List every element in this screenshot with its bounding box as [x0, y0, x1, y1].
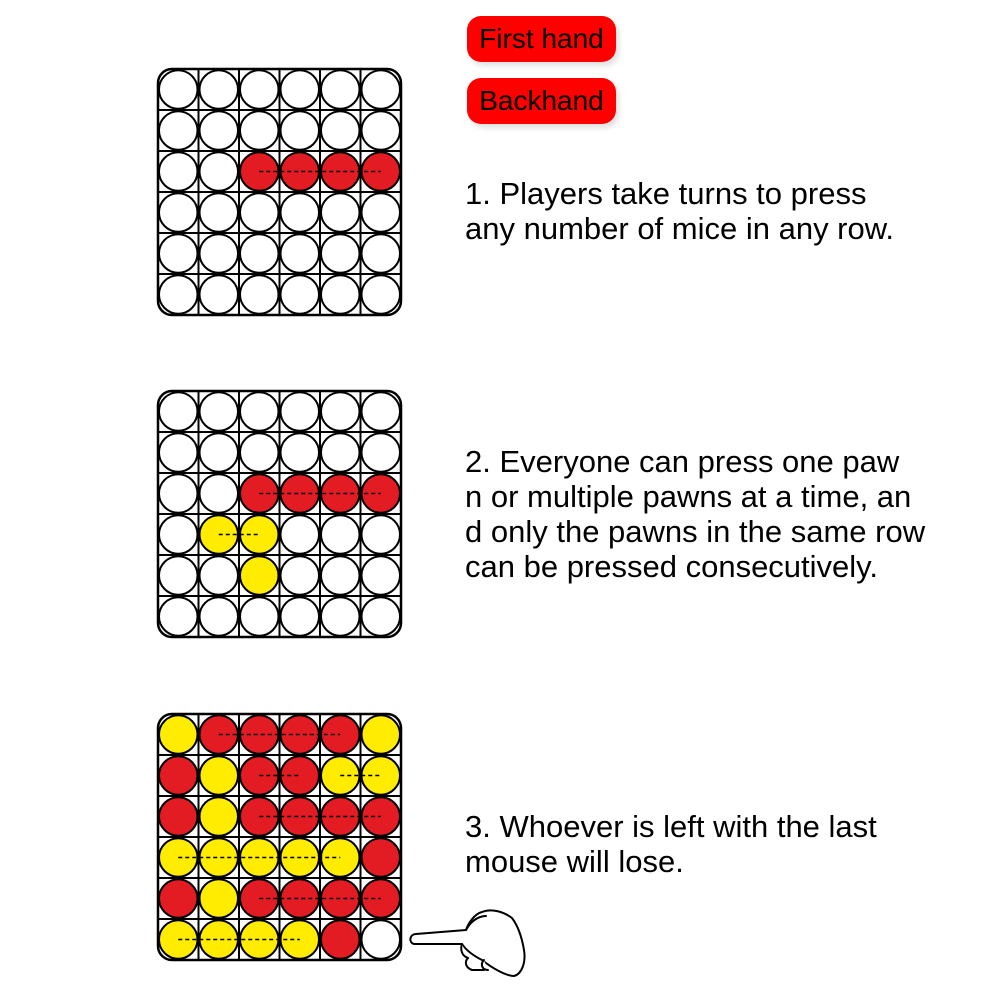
game-board-1 — [156, 67, 403, 317]
pawn-white — [240, 70, 279, 109]
legend-first-hand: First hand — [467, 16, 616, 62]
pawn-white — [321, 234, 360, 273]
pawn-white — [200, 111, 239, 150]
pawn-white — [200, 597, 239, 636]
pawn-red — [281, 879, 320, 918]
pawn-white — [362, 234, 401, 273]
pawn-red — [159, 797, 198, 836]
pawn-white — [159, 474, 198, 513]
pawn-white — [240, 111, 279, 150]
pawn-white — [281, 70, 320, 109]
pawn-white — [281, 556, 320, 595]
pawn-yellow — [240, 556, 279, 595]
pawn-yellow — [200, 838, 239, 877]
pawn-white — [200, 275, 239, 314]
pawn-white — [281, 515, 320, 554]
pawn-white — [200, 152, 239, 191]
game-board-2 — [156, 389, 403, 639]
pawn-red — [159, 879, 198, 918]
pawn-white — [362, 70, 401, 109]
pawn-white — [321, 193, 360, 232]
pawn-red — [281, 474, 320, 513]
pawn-white — [200, 474, 239, 513]
rule-1-text: 1. Players take turns to press any number of mice in any row. — [465, 176, 895, 246]
pawn-white — [362, 920, 401, 959]
pawn-white — [200, 433, 239, 472]
pawn-white — [159, 70, 198, 109]
pawn-white — [362, 597, 401, 636]
pawn-white — [321, 275, 360, 314]
pawn-white — [159, 597, 198, 636]
rule-3-text: 3. Whoever is left with the last mouse will lose. — [465, 809, 877, 879]
pawn-white — [362, 275, 401, 314]
pawn-white — [159, 556, 198, 595]
pawn-white — [362, 433, 401, 472]
pawn-red — [281, 152, 320, 191]
pawn-yellow — [159, 715, 198, 754]
pawn-white — [362, 193, 401, 232]
pawn-white — [159, 111, 198, 150]
pawn-red — [159, 756, 198, 795]
pawn-yellow — [200, 756, 239, 795]
pawn-white — [321, 515, 360, 554]
pawn-white — [200, 392, 239, 431]
pawn-white — [240, 234, 279, 273]
pointing-hand-icon — [400, 904, 535, 982]
pawn-white — [200, 556, 239, 595]
pawn-yellow — [200, 797, 239, 836]
pawn-white — [362, 111, 401, 150]
pawn-white — [240, 392, 279, 431]
pawn-white — [362, 392, 401, 431]
pawn-white — [281, 392, 320, 431]
rule-2-text: 2. Everyone can press one paw n or multiple pawns at a time, an d only the pawns in the same row can be pressed consecutively. — [465, 444, 926, 584]
pawn-yellow — [362, 715, 401, 754]
pawn-white — [240, 597, 279, 636]
pawn-yellow — [200, 879, 239, 918]
pawn-white — [200, 193, 239, 232]
pawn-white — [159, 152, 198, 191]
pawn-white — [362, 556, 401, 595]
pawn-white — [281, 275, 320, 314]
pawn-white — [200, 70, 239, 109]
pawn-white — [159, 433, 198, 472]
pawn-white — [240, 193, 279, 232]
pawn-white — [159, 515, 198, 554]
pawn-red — [362, 838, 401, 877]
pawn-white — [321, 597, 360, 636]
legend-backhand: Backhand — [467, 78, 616, 124]
pawn-white — [321, 433, 360, 472]
pawn-white — [281, 433, 320, 472]
pawn-white — [240, 275, 279, 314]
pawn-white — [281, 193, 320, 232]
pawn-yellow — [200, 920, 239, 959]
pawn-white — [159, 275, 198, 314]
pawn-white — [321, 556, 360, 595]
pawn-red — [321, 920, 360, 959]
pawn-white — [321, 111, 360, 150]
pawn-white — [281, 597, 320, 636]
pawn-white — [240, 433, 279, 472]
pawn-white — [281, 234, 320, 273]
pawn-red — [240, 715, 279, 754]
pawn-white — [321, 392, 360, 431]
pawn-white — [321, 70, 360, 109]
pawn-white — [159, 234, 198, 273]
pawn-red — [281, 797, 320, 836]
game-board-3 — [156, 712, 403, 962]
pawn-white — [159, 392, 198, 431]
pawn-white — [159, 193, 198, 232]
pawn-white — [281, 111, 320, 150]
pawn-white — [362, 515, 401, 554]
pawn-white — [200, 234, 239, 273]
